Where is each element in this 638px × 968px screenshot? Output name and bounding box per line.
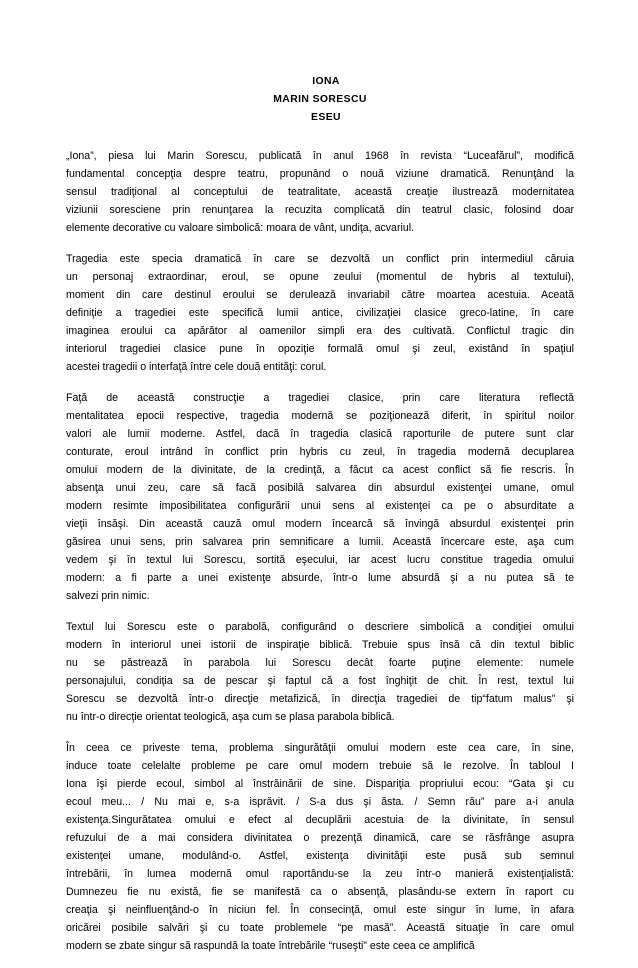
text-line: În ceea ce priveste tema, problema singurătăţii omului modern este cea care, în sine, [66, 742, 574, 754]
text-line: Sorescu se dezvoltă într-o direcţie metafizică, în direcţia tragediei de tip“fatum malus” şi [66, 693, 574, 705]
text-line: modern resimte imposibilitatea configurării unui sens al existenţei ca pe o absurditate a [66, 500, 574, 512]
text-line: elemente decorative cu valoare simbolică: moara de vânt, undiţa, acvariul. [66, 222, 415, 234]
text-line: ecoul meu... / Nu mai e, s-a isprăvit. / S-a dus şi ăsta. / Semn rău” pare a-i anula [66, 796, 574, 808]
paragraph [66, 147, 574, 237]
text-line: existenţa.Singurătatea omului e efect al decuplării acestuia de la divinitate, în sensul [66, 814, 574, 826]
text-line: modern în interiorul unei istorii de inspiraţie biblică. Trebuie spus însă că din textul biblic [66, 639, 574, 651]
author-name: MARIN SORESCU [273, 94, 367, 105]
text-line: fundamental concepţia despre teatru, propunând o nouă viziune dramatică. Renunţând la [66, 168, 574, 180]
text-line: salvezi prin nimic. [66, 590, 150, 602]
paragraph [66, 389, 574, 605]
essay-body [66, 147, 574, 968]
text-line: Dumnezeu fie nu există, fie se manifestă ca o absenţă, plasându-se extern în raport cu [66, 886, 574, 898]
text-line: un personaj extraordinar, eroul, se opune zeului (momentul de hybris al textului), [66, 271, 574, 283]
text-line: valori ale lumii moderne. Astfel, dacă în tragedia clasică raporturile de putere sunt clar [66, 428, 574, 440]
text-line: sensul tradiţional al conceptului de teatralitate, această creaţie ilustrează modernitatea [66, 186, 574, 198]
text-line: definiţie a tragediei este specifică lumii antice, civilizaţiei clasice greco-latine, în care [66, 307, 574, 319]
text-line: absenţa unui zeu, care să facă posibilă salvarea din absurdul existenţei umane, omul [66, 482, 574, 494]
text-line: interiorul tragediei clasice pune în opoziţie formală omul şi zeul, existând în spaţiul [66, 343, 574, 355]
title-block [0, 73, 638, 127]
text-line: modern: a fi parte a unei existenţe absurde, într-o lume absurdă şi a nu putea să te [66, 572, 574, 584]
text-line: mentalitatea epocii respective, tragedia modernă se poziţionează diferit, în spiritul noilor [66, 410, 574, 422]
text-line: oricărei posibile salvări şi cu toate problemele “pe masă”. Această situaţie în care omul [66, 922, 574, 934]
text-line: Tragedia este specia dramatică în care se dezvoltă un conflict prin intermediul căruia [66, 253, 574, 265]
text-line: personajului, condiţia sa de pescar şi faptul că a fost înghiţit de chit. În rest, textul lui [66, 675, 574, 687]
text-line: nu într-o direcţie orientat teologică, aşa cum se plasa parabola biblică. [66, 711, 395, 723]
text-line: Textul lui Sorescu este o parabolă, configurând o descriere simbolică a condiţiei omului [66, 621, 574, 633]
document-title: IONA [312, 76, 340, 87]
text-line: găsirea unui sens, prin salvarea prin semnificare a lumii. Această încercare este, aşa cum [66, 536, 574, 548]
paragraph [66, 618, 574, 726]
text-line: omului modern de la divinitate, de la credinţă, a făcut ca acest conflict să fie rescris. În [66, 464, 574, 476]
text-line: vedem şi în textul lui Sorescu, sortită eşecului, iar acest lucru constitue tragedia omului [66, 554, 574, 566]
document-genre: ESEU [311, 112, 341, 123]
text-line: Faţă de această construcţie a tragediei clasice, prin care literatura reflectă [66, 392, 574, 404]
text-line: imaginea eroului ca apărător al oamenilor simpli era des cultivată. Conflictul tragic din [66, 325, 574, 337]
text-line: induce toate celelalte probleme pe care omul modern trebuie să le rezolve. În tabloul I [66, 760, 574, 772]
text-line: conturate, eroul intrând în conflict prin hybris cu zeul, în tragedia modernă decuplarea [66, 446, 574, 458]
text-line: creaţia şi neinfluenţând-o în niciun fel. În consecinţă, omul este singur în lume, în afara [66, 904, 574, 916]
text-line: nu se păstrează în parabola lui Sorescu decât foarte puţine elemente: numele [66, 657, 574, 669]
paragraph [66, 739, 574, 955]
text-line: moment din care destinul eroului se derulează invariabil către moartea acestuia. Aceată [66, 289, 574, 301]
text-line: vieţii însăşi. Din această cauză omul modern încearcă să învingă absurdul existenţei prin [66, 518, 574, 530]
text-line: acestei tragedii o interfaţă între cele două entităţi: corul. [66, 361, 327, 373]
text-line: „Iona”, piesa lui Marin Sorescu, publicată în anul 1968 în revista “Luceafărul”, modifică [66, 150, 574, 162]
text-line: modern se zbate singur să raspundă la toate întrebările “ruseşti” este ceea ce amplifică [66, 940, 475, 952]
text-line: Iona îşi pierde ecoul, simbol al înstrăinării de sine. Dispariţia propriului ecou: “Gata şi cu [66, 778, 574, 790]
text-line: existenţei umane, modulând-o. Astfel, existenţa divinităţii este pusă sub semnul [66, 850, 574, 862]
text-line: întrebării, în lumea modernă omul raportându-se la zeu într-o manieră existenţialistă: [66, 868, 574, 880]
text-line: viziunii soresciene prin renunţarea la recuzita complicată din teatrul clasic, folosind doar [66, 204, 574, 216]
text-line: refuzului de a mai considera divinitatea o prezenţă dinamică, care se răsfrânge asupra [66, 832, 574, 844]
paragraph [66, 250, 574, 376]
